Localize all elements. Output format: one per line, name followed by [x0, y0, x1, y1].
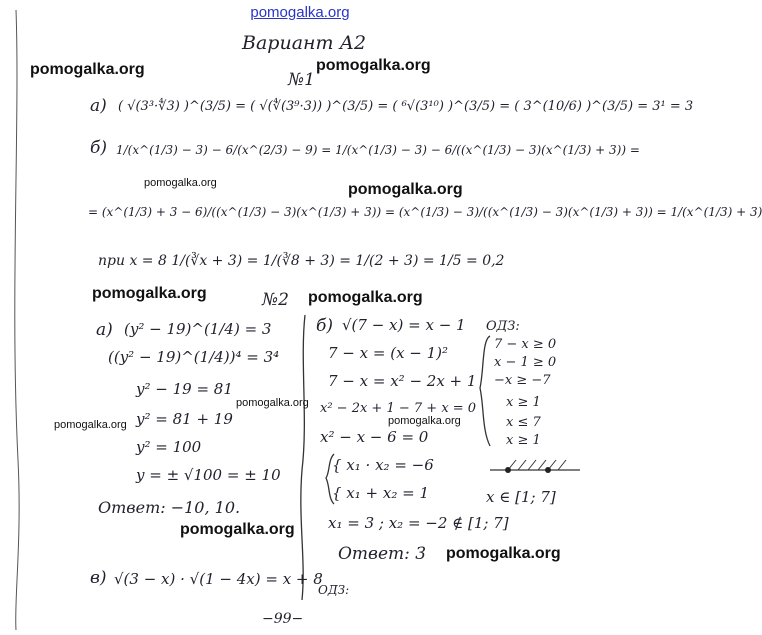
- task1-number: №1: [288, 70, 315, 90]
- point-1: [505, 467, 511, 473]
- variant-title: Вариант А2: [242, 32, 367, 54]
- point-7: [545, 467, 551, 473]
- task2b-line-8: x₁ = 3 ; x₂ = −2 ∉ [1; 7]: [328, 514, 509, 532]
- task2b-line-4: x² − 2x + 1 − 7 + x = 0: [320, 401, 477, 416]
- task2b-line-6: { x₁ · x₂ = −6: [332, 456, 434, 474]
- watermark: pomogalka.org: [446, 545, 561, 562]
- odz-line-5: x ≤ 7: [506, 415, 541, 430]
- odz-line-2: x − 1 ≥ 0: [494, 355, 557, 370]
- odz-line-4: x ≥ 1: [506, 395, 541, 410]
- task2a-line-4: y² = 81 + 19: [136, 410, 233, 428]
- watermark: pomogalka.org: [92, 285, 207, 302]
- left-margin-line: [15, 10, 19, 630]
- site-url[interactable]: pomogalka.org: [250, 4, 350, 21]
- task2b-line-7: { x₁ + x₂ = 1: [332, 484, 430, 502]
- task1b-line1: 1/(x^(1/3) − 3) − 6/(x^(2/3) − 9) = 1/(x^(1/3) − 3) − 6/((x^(1/3) − 3)(x^(1/3) + 3)) =: [116, 143, 640, 157]
- odz-line-1: 7 − x ≥ 0: [494, 337, 557, 352]
- odz-interval: x ∈ [1; 7]: [486, 488, 556, 506]
- page-number: −99−: [262, 611, 304, 627]
- watermark: pomogalka.org: [144, 177, 217, 189]
- odz-label: ОДЗ:: [486, 319, 520, 334]
- odz-line-3: −x ≥ −7: [494, 373, 551, 388]
- task2a-label: а): [96, 320, 113, 340]
- task2b-label: б): [316, 316, 334, 336]
- task2a-line-1: (y² − 19)^(1/4) = 3: [124, 320, 272, 338]
- task2a-line-6: y = ± √100 = ± 10: [136, 466, 281, 484]
- task2c-label: в): [90, 568, 107, 588]
- task2a-line-5: y² = 100: [136, 438, 202, 456]
- task1a-line: ( √(3³·∜3) )^(3/5) = ( √(∜(3⁹·3)) )^(3/5) = ( ⁶√(3¹⁰) )^(3/5) = ( 3^(10/6) )^(3/5) = 3¹ = 3: [118, 99, 694, 114]
- watermark: pomogalka.org: [348, 181, 463, 198]
- watermark: pomogalka.org: [54, 419, 127, 431]
- task2c-odz-label: ОДЗ:: [318, 583, 350, 597]
- task2a-line-3: y² − 19 = 81: [136, 380, 233, 398]
- task2b-line-3: 7 − x = x² − 2x + 1: [328, 372, 477, 390]
- task2a-answer: Ответ: −10, 10.: [98, 498, 241, 517]
- task2b-answer: Ответ: 3: [338, 544, 427, 564]
- watermark: pomogalka.org: [316, 57, 431, 74]
- task2b-line-2: 7 − x = (x − 1)²: [328, 344, 449, 362]
- task2c-line: √(3 − x) · √(1 − 4x) = x + 8: [114, 570, 323, 588]
- task1a-label: а): [90, 96, 107, 116]
- number-line-hatching: [508, 460, 566, 470]
- odz-brace: [480, 336, 490, 446]
- watermark: pomogalka.org: [30, 61, 145, 78]
- task2b-line-1: √(7 − x) = x − 1: [342, 316, 466, 334]
- task1b-line3: при x = 8 1/(∛x + 3) = 1/(∛8 + 3) = 1/(2 + 3) = 1/5 = 0,2: [98, 253, 505, 269]
- task2b-line-5: x² − x − 6 = 0: [320, 428, 429, 446]
- odz-line-6: x ≥ 1: [506, 433, 541, 448]
- task1b-label: б): [90, 138, 108, 158]
- watermark: pomogalka.org: [388, 415, 461, 427]
- watermark: pomogalka.org: [308, 289, 423, 306]
- task-divider: [301, 315, 305, 600]
- task1b-line2: = (x^(1/3) + 3 − 6)/((x^(1/3) − 3)(x^(1/3) + 3)) = (x^(1/3) − 3)/((x^(1/3) − 3)(x^(1/3) + 3)) = 1/(x^(1/3) + 3): [88, 205, 762, 219]
- task2-number: №2: [262, 290, 289, 310]
- task2a-line-2: ((y² − 19)^(1/4))⁴ = 3⁴: [108, 348, 280, 366]
- watermark: pomogalka.org: [236, 397, 309, 409]
- watermark: pomogalka.org: [180, 521, 295, 538]
